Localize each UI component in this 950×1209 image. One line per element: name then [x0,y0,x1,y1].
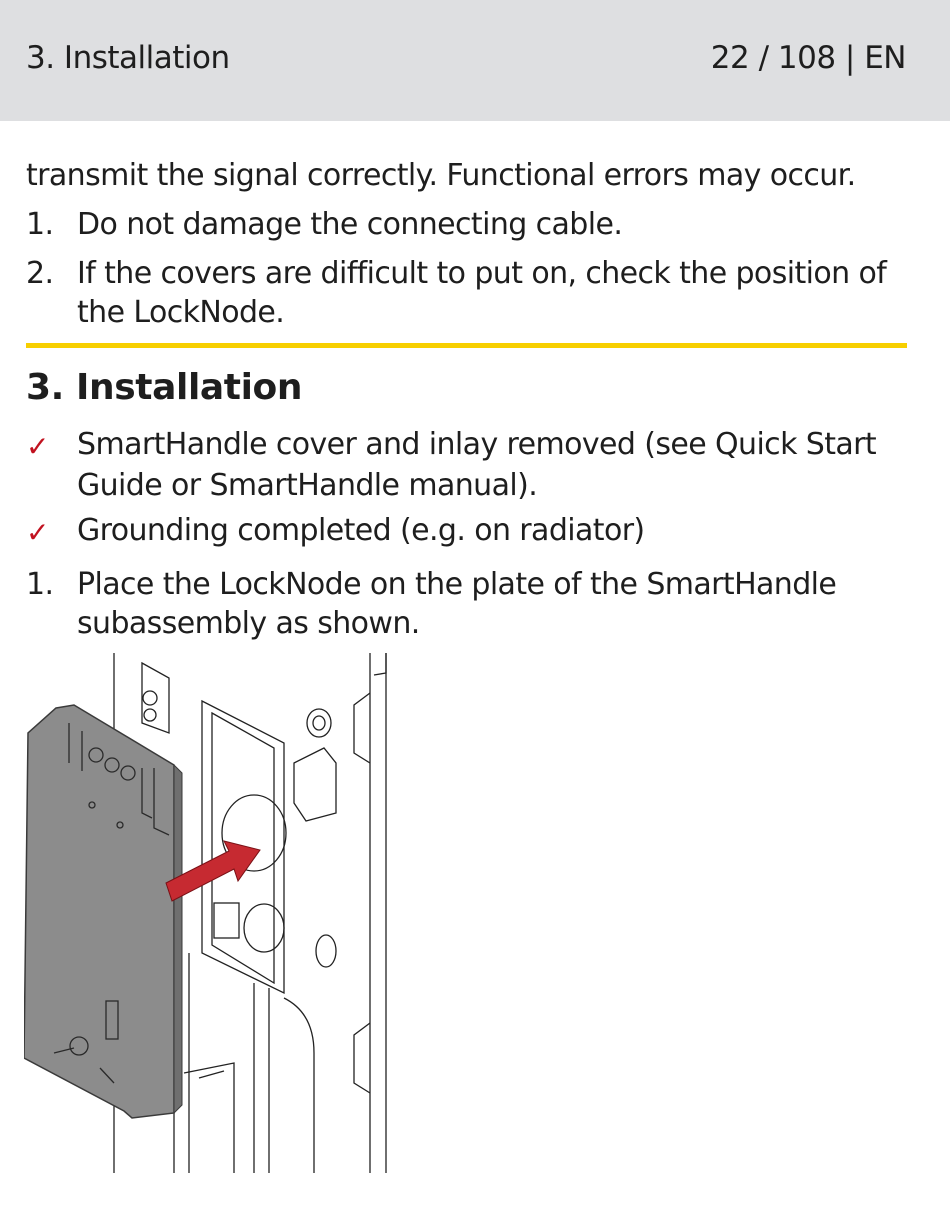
step-marker: 2. [26,256,54,291]
prerequisite-text: Guide or SmartHandle manual). [77,468,538,503]
step-text: subassembly as shown. [77,606,420,641]
step-marker: 1. [26,207,54,242]
prerequisite-text: Grounding completed (e.g. on radiator) [77,513,645,548]
step-marker: 1. [26,567,54,602]
continuation-text: transmit the signal correctly. Functional errors may occur. [26,158,856,193]
page-header [0,0,950,121]
check-icon: ✓ [26,516,49,549]
step-text: Place the LockNode on the plate of the SmartHandle [77,567,837,602]
locknode-illustration-icon [24,653,394,1173]
prerequisite-text: SmartHandle cover and inlay removed (see Quick Start [77,427,877,462]
section-divider [26,343,907,348]
section-title: 3. Installation [26,367,303,408]
check-icon: ✓ [26,430,49,463]
header-section: 3. Installation [26,40,230,76]
header-page-info: 22 / 108 | EN [710,40,906,76]
step-text: Do not damage the connecting cable. [77,207,623,242]
step-text: the LockNode. [77,295,285,330]
step-text: If the covers are difficult to put on, check the position of [77,256,887,291]
locknode-installation-figure [24,653,394,1177]
